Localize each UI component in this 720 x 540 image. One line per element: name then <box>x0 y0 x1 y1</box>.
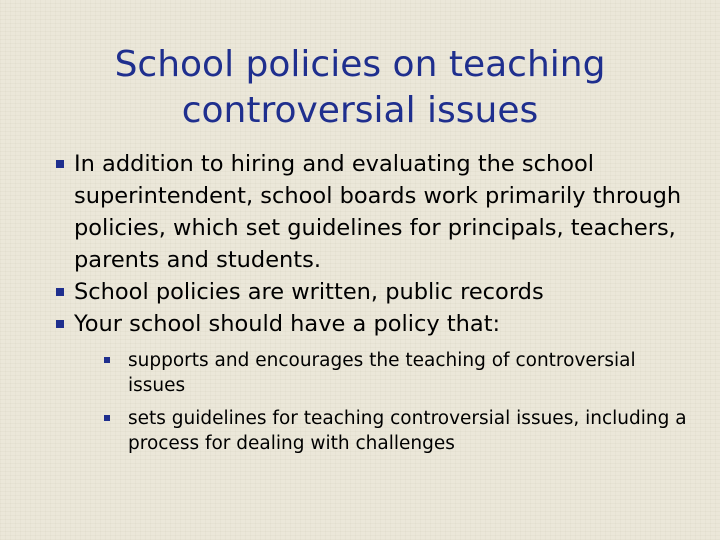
slide-title-line-1: School policies on teaching <box>114 44 606 85</box>
bullet-item <box>56 308 696 456</box>
square-bullet-icon <box>104 357 110 363</box>
square-bullet-icon <box>56 320 64 328</box>
square-bullet-icon <box>104 415 110 421</box>
sub-bullet-text: sets guidelines for teaching controversial issues, including a process for dealing with challenges <box>128 408 687 454</box>
sub-bullet-text: supports and encourages the teaching of controversial issues <box>128 350 636 396</box>
slide-title <box>60 42 660 134</box>
square-bullet-icon <box>56 160 64 168</box>
sub-bullet-item <box>102 348 696 398</box>
bullet-text: School policies are written, public records <box>74 279 544 305</box>
slide-body <box>56 148 696 464</box>
bullet-text: Your school should have a policy that: <box>74 311 501 337</box>
bullet-list <box>56 148 696 456</box>
bullet-text: In addition to hiring and evaluating the school superintendent, school boards work primarily through policies, which set guidelines for principals, teachers, parents and students. <box>74 151 682 273</box>
sub-bullet-item <box>102 406 696 456</box>
slide-title-line-2: controversial issues <box>181 90 539 131</box>
sub-bullet-list <box>102 348 696 456</box>
bullet-item <box>56 276 696 308</box>
square-bullet-icon <box>56 288 64 296</box>
bullet-item <box>56 148 696 276</box>
